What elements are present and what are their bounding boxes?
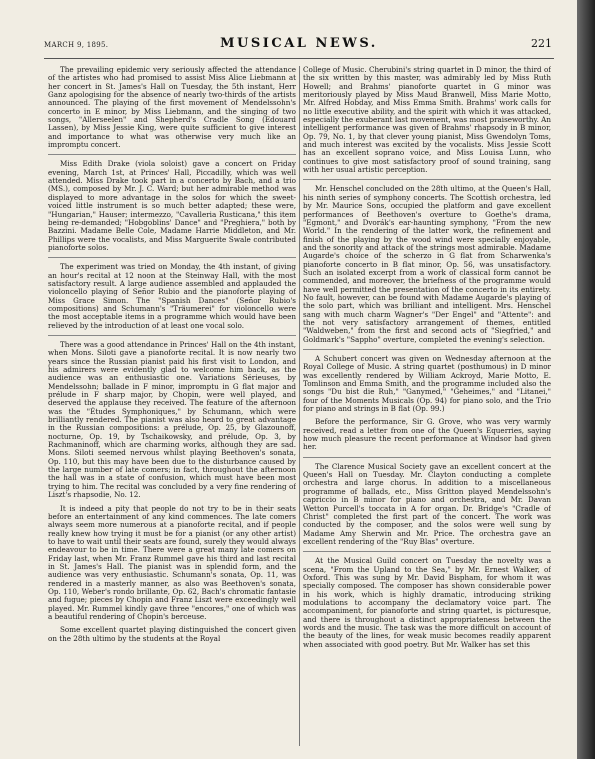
article-separator	[303, 349, 551, 350]
article-paragraph: Miss Edith Drake (viola soloist) gave a concert on Friday evening, March 1st, at Princes' Hall, Piccadilly, which was well attended. Miss Drake took part in a concerto by Bach, and a trio (MS.), composed by Mr. J. C. Ward; but her admirable method was displayed to more advantage in the solos for which the sweet-voiced little instrument is so much better adapted; these were, "Hungarian," Hauser; intermezzo, "Cavalleria Rusticana," this item being re-demanded; "Hobgoblins' Dance" and "Preghiera," both by Bazzini. Madame Belle Cole, Madame Harrie Middleton, and Mr. Phillips were the vocalists, and Miss Marguerite Swale contributed pianoforte solos.	[48, 159, 296, 252]
article-paragraph: College of Music. Cherubini's string quartet in D minor, the third of the six written by this master, was admirably led by Miss Ruth Howell; and Brahms' pianoforte quartet in G minor was meritoriously played by Miss Maud Branwell, Miss Marie Motto, Mr. Alfred Hobday, and Miss Emma Smith. Brahms' work calls for no little executive ability, and the spirit with which it was attacked, especially the exuberant last movement, was most praiseworthy. An intelligent performance was given of Brahms' rhapsody in B minor, Op. 79, No. 1, by that clever young pianist, Miss Gwendolyn Toms, and much interest was excited by the vocalists. Miss Jessie Scott has an excellent soprano voice, and Miss Louisa Lunn, who continues to give most satisfactory proof of sound training, sang with her usual artistic perception.	[303, 66, 551, 175]
article-paragraph: The Clarence Musical Society gave an excellent concert at the Queen's Hall on Tuesday. Mr. Clayton conducting a complete orchestra and large chorus. In addition to a miscellaneous programme of ballads, etc., Miss Gritton played Mendelssohn's capriccio in B minor for piano and orchestra, and Mr. Davan Wetton Purcell's toccata in A for organ. Dr. Bridge's "Cradle of Christ" completed the first part of the concert. The work was conducted by the composer, and the solos were well sung by Madame Amy Sherwin and Mr. Price. The orchestra gave an excellent rendering of the "Ruy Blas" overture.	[303, 461, 551, 546]
article-separator	[48, 257, 296, 258]
book-binding-edge	[577, 0, 595, 759]
article-paragraph: Mr. Henschel concluded on the 28th ultimo, at the Queen's Hall, his ninth series of symphony concerts. The Scottish orchestra, led by Mr. Maurice Sons, occupied the platform and gave excellent performances of Beethoven's overture to Goethe's drama, "Egmont," and Dvorák's ear-haunting symphony, "From the new World." In the rendering of the latter work, the refinement and finish of the playing by the wood wind were specially enjoyable, and the sonority and attack of the strings most admirable. Madame Augarde's choice of the scherzo in G flat from Scharwenka's pianoforte concerto in B flat minor, Op. 56, was unsatisfactory. Such an isolated excerpt from a work of classical form cannot be commended, and moreover, the briefness of the programme would have well permitted the presentation of the concerto in its entirety. No fault, however, can be found with Madame Augarde's playing of the solo part, which was brilliant and intelligent. Mrs. Henschel sang with much charm Wagner's "Der Engel" and "Attente": and the not very satisfactory arrangement of themes, entitled "Waldweben," from the first and second acts of "Siegfried," and Goldmark's "Sappho" overture, completed the evening's selection.	[303, 184, 551, 344]
header-rule	[44, 58, 554, 59]
article-paragraph: Some excellent quartet playing distinguished the concert given on the 28th ultimo by the students at the Royal	[48, 625, 296, 643]
article-paragraph: At the Musical Guild concert on Tuesday the novelty was a scena, "From the Upland to the Sea," by Mr. Ernest Walker, of Oxford. This was sung by Mr. David Bispham, for whom it was specially composed. The composer has shown considerable power in his work, which is highly dramatic, introducing striking modulations to accompany the declamatory voice part. The accompaniment, for pianoforte and string quartet, is picturesque, and there is throughout a distinct appropriateness between the words and the music. The task was the more difficult on account of the beauty of the lines, for weak music becomes readily apparent when associated with good poetry. But Mr. Walker has set this	[303, 556, 551, 649]
page-header	[44, 35, 554, 55]
issue-date: MARCH 9, 1895.	[44, 41, 109, 49]
article-paragraph: It is indeed a pity that people do not try to be in their seats before an entertainment of any kind commences. The late comers always seem more numerous at a pianoforte recital, and if people really knew how trying it must be for a pianist (or any other artist) to have to wait until their seats are found, surely they would always endeavour to be in time. There were a great many late comers on Friday last, when Mr. Franz Rummel gave his third and last recital in St. James's Hall. The pianist was in splendid form, and the audience was very enthusiastic. Schumann's sonata, Op. 11, was rendered in a masterly manner, as also was Beethoven's sonata, Op. 110, Weber's rondo brillante, Op. 62, Bach's chromatic fantasie and fugue; pieces by Chopin and Franz Liszt were exceedingly well played. Mr. Rummel kindly gave three "encores," one of which was a beautiful rendering of Chopin's berceuse.	[48, 503, 296, 621]
article-paragraph: There was a good attendance in Princes' Hall on the 4th instant, when Mons. Siloti gave a pianoforte recital. It is now nearly two years since the Russian pianist paid his first visit to London, and his admirers were evidently glad to welcome him back, as the audience was an enthusiastic one. Variations Sérieuses, by Mendelssohn; ballade in F minor, impromptu in G flat major and prélude in F sharp major, by Chopin, were well played, and deserved the applause they received. The feature of the afternoon was the "Études Symphoniques," by Schumann, which were brilliantly rendered. The pianist was also heard to great advantage in the Russian compositions: a prélude, Op. 25, by Glazounoff, nocturne, Op. 19, by Tschaikowsky, and prélude, Op. 3, by Rachmaninoff, which are charming works, although they are sad. Mons. Siloti seemed nervous whilst playing Beethoven's sonata, Op. 110, but this may have been due to the disturbance caused by the large number of late comers; in fact, throughout the afternoon the hall was in a state of confusion, which must have been most trying to him. The recital was concluded by a very fine rendering of Liszt's rhapsodie, No. 12.	[48, 339, 296, 500]
article-separator	[48, 154, 296, 155]
article-separator	[48, 335, 296, 336]
page-number: 221	[531, 37, 552, 50]
article-paragraph: The prevailing epidemic very seriously affected the attendance of the artistes who had promised to assist Miss Alice Liebmann at her concert in St. James's Hall on Tuesday, the 5th instant, Herr Ganz apologising for the absence of nearly two-thirds of the artists announced. The playing of the first movement of Mendelssohn's concerto in E minor, by Miss Liebmann, and the singing of two songs, "Allerseelen" and Shepherd's Cradle Song (Edouard Lassen), by Miss Jessie King, were quite sufficient to give interest and importance to what was otherwise very much like an impromptu concert.	[48, 66, 296, 150]
article-paragraph: The experiment was tried on Monday, the 4th instant, of giving an hour's recital at 12 noon at the Steinway Hall, with the most satisfactory result. A large audience assembled and applauded the violoncello playing of Señor Rubio and the pianoforte playing of Miss Grace Simon. The "Spanish Dances" (Señor Rubio's compositions) and Schumann's "Träumerei" for violoncello were the most acceptable items in a programme which would have been relieved by the introduction of at least one vocal solo.	[48, 262, 296, 330]
right-column	[303, 66, 551, 746]
article-paragraph: A Schubert concert was given on Wednesday afternoon at the Royal College of Music. A string quartet (posthumous) in D minor was excellently rendered by William Ackroyd, Marie Motto, E. Tomlinson and Emma Smith, and the programme included also the songs "Du bist die Ruh," "Ganymed," "Geheimes," and "Litanei," four of the Moments Musicals (Op. 94) for piano solo, and the Trio for piano and strings in B flat (Op. 99.)	[303, 354, 551, 414]
article-paragraph: Before the performance, Sir G. Grove, who was very warmly received, read a letter from one of the Queen's Equerries, saying how much pleasure the recent performance at Windsor had given her.	[303, 417, 551, 452]
article-separator	[303, 551, 551, 552]
publication-title: MUSICAL NEWS.	[220, 36, 378, 51]
article-separator	[303, 457, 551, 458]
column-divider	[299, 66, 300, 746]
article-separator	[303, 179, 551, 180]
left-column	[48, 66, 296, 746]
